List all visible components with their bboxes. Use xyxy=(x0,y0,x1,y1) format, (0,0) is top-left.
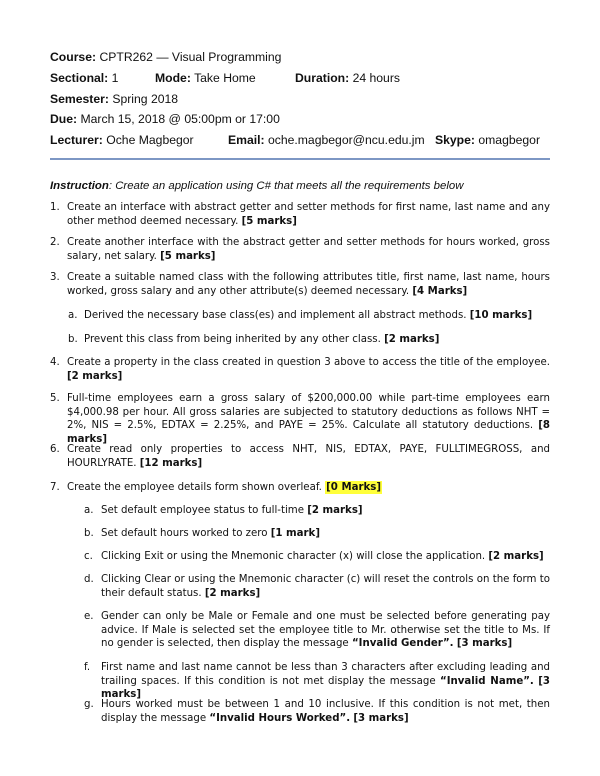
question-marks: [3 marks] xyxy=(353,712,409,724)
lecturer-label: Lecturer: xyxy=(50,133,103,147)
header-divider xyxy=(50,158,550,160)
mode-value: Take Home xyxy=(194,71,256,85)
due-label: Due: xyxy=(50,112,78,126)
email-label: Email: xyxy=(228,133,265,147)
question-number: 6. xyxy=(50,444,60,455)
question-7e xyxy=(84,610,550,651)
semester-value: Spring 2018 xyxy=(112,92,179,106)
question-marks: [2 marks] xyxy=(384,334,440,345)
due-line xyxy=(50,112,550,126)
skype-field xyxy=(435,133,540,147)
question-7b xyxy=(84,527,550,541)
lecturer-value: Oche Magbegor xyxy=(106,133,194,147)
question-number: 2. xyxy=(50,237,60,248)
sectional-line xyxy=(50,71,550,85)
question-marks: [5 marks] xyxy=(160,250,216,262)
question-quote: “Invalid Gender”. xyxy=(351,638,454,649)
email-value: oche.magbegor@ncu.edu.jm xyxy=(267,133,425,147)
question-1 xyxy=(50,201,550,228)
question-text: Create a property in the class created in question 3 above to access the title of the employee. xyxy=(67,357,550,368)
instruction-line xyxy=(50,180,550,192)
question-marks-highlighted: [0 Marks] xyxy=(326,482,381,493)
question-number: 1. xyxy=(50,202,60,213)
question-number: b. xyxy=(84,528,94,539)
question-text: Create read only properties to access NHT, NIS, EDTAX, PAYE, FULLTIMEGROSS, and HOURLYRATE. xyxy=(67,444,550,469)
question-7f xyxy=(84,661,550,702)
question-3 xyxy=(50,271,550,298)
lecturer-line xyxy=(50,133,550,147)
question-text: Full-time employees earn a gross salary of $200,000.00 while part-time employees earn $4,000.98 per hour. All gross salaries are subjected to statutory deductions as follows NHT = 2%, NIS = 2.5%, EDTAX = 2.25%, and PAYE = 25%. Calculate all statutory deductions. xyxy=(67,393,550,431)
question-number: c. xyxy=(84,551,93,562)
question-text: Create another interface with the abstract getter and setter methods for hours worked, gross salary, net salary. xyxy=(67,237,550,262)
question-number: f. xyxy=(84,662,91,673)
instruction-label: Instruction xyxy=(50,180,109,192)
question-number: b. xyxy=(68,334,78,345)
question-3b xyxy=(68,333,550,347)
question-7c xyxy=(84,550,550,564)
question-marks: [8 marks] xyxy=(67,420,550,445)
question-text: Create an interface with abstract getter and setter methods for first name, last name and any other method deemed necessary. xyxy=(67,202,550,227)
question-number: d. xyxy=(84,574,94,585)
course-value: CPTR262 — Visual Programming xyxy=(99,50,282,64)
due-value: March 15, 2018 @ 05:00pm or 17:00 xyxy=(80,112,280,126)
sectional-label: Sectional: xyxy=(50,71,109,85)
question-text: Derived the necessary base class(es) and implement all abstract methods. xyxy=(84,310,467,321)
question-text: First name and last name cannot be less than 3 characters after excluding leading and trailing spaces. If this condition is not met display the message xyxy=(101,662,550,687)
question-text: Gender can only be Male or Female and one must be selected before generating pay advice. If Male is selected set the employee title to Mr. otherwise set the title to Ms. If no gender is selected, then display the message xyxy=(101,611,550,649)
question-text: Set default hours worked to zero xyxy=(101,528,268,539)
duration-value: 24 hours xyxy=(352,71,400,85)
question-3a xyxy=(68,309,550,323)
course-line xyxy=(50,50,550,64)
question-text: Create a suitable named class with the following attributes title, first name, last name, hours worked, gross salary and any other attribute(s) deemed necessary. xyxy=(67,272,550,297)
semester-label: Semester: xyxy=(50,92,109,106)
question-marks: [12 marks] xyxy=(139,457,203,469)
question-number: 3. xyxy=(50,272,60,283)
question-marks: [2 marks] xyxy=(67,370,123,382)
question-text: Prevent this class from being inherited by any other class. xyxy=(84,334,381,345)
skype-label: Skype: xyxy=(435,133,475,147)
mode-field xyxy=(155,71,256,85)
question-number: 5. xyxy=(50,393,60,404)
question-7a xyxy=(84,504,550,518)
question-number: 7. xyxy=(50,482,60,493)
question-number: g. xyxy=(84,699,94,710)
question-6 xyxy=(50,443,550,470)
question-quote: “Invalid Name”. xyxy=(440,675,534,687)
course-label: Course: xyxy=(50,50,97,64)
question-marks: [2 marks] xyxy=(307,505,363,516)
question-marks: [2 marks] xyxy=(488,551,544,562)
mode-label: Mode: xyxy=(155,71,191,85)
question-marks: [5 marks] xyxy=(241,215,297,227)
question-marks: [2 marks] xyxy=(204,587,261,599)
question-7g xyxy=(84,698,550,725)
question-number: a. xyxy=(84,505,94,516)
sectional-value: 1 xyxy=(111,71,119,85)
question-text: Hours worked must be between 1 and 10 inclusive. If this condition is not met, then display the message xyxy=(101,699,550,724)
question-7 xyxy=(50,481,550,495)
question-marks: [4 Marks] xyxy=(412,285,468,297)
question-marks: [1 mark] xyxy=(270,528,320,539)
question-number: 4. xyxy=(50,357,60,368)
question-marks: [10 marks] xyxy=(469,310,533,321)
question-marks: [3 marks] xyxy=(456,638,513,649)
question-2 xyxy=(50,236,550,263)
skype-value: omagbegor xyxy=(478,133,541,147)
instruction-text: : Create an application using C# that meets all the requirements below xyxy=(108,180,464,192)
question-5 xyxy=(50,392,550,446)
question-text: Clicking Clear or using the Mnemonic character (c) will reset the controls on the form to their default status. xyxy=(101,574,550,599)
email-field xyxy=(228,133,425,147)
duration-label: Duration: xyxy=(295,71,350,85)
question-quote: “Invalid Hours Worked”. xyxy=(209,712,351,724)
question-text: Create the employee details form shown overleaf. xyxy=(67,482,322,493)
question-text: Clicking Exit or using the Mnemonic character (x) will close the application. xyxy=(101,551,486,562)
question-7d xyxy=(84,573,550,600)
semester-line xyxy=(50,92,550,106)
duration-field xyxy=(295,71,400,85)
question-marks: [3 marks] xyxy=(101,675,550,700)
question-number: a. xyxy=(68,310,78,321)
question-4 xyxy=(50,356,550,383)
question-text: Set default employee status to full-time xyxy=(101,505,304,516)
question-number: e. xyxy=(84,611,94,622)
